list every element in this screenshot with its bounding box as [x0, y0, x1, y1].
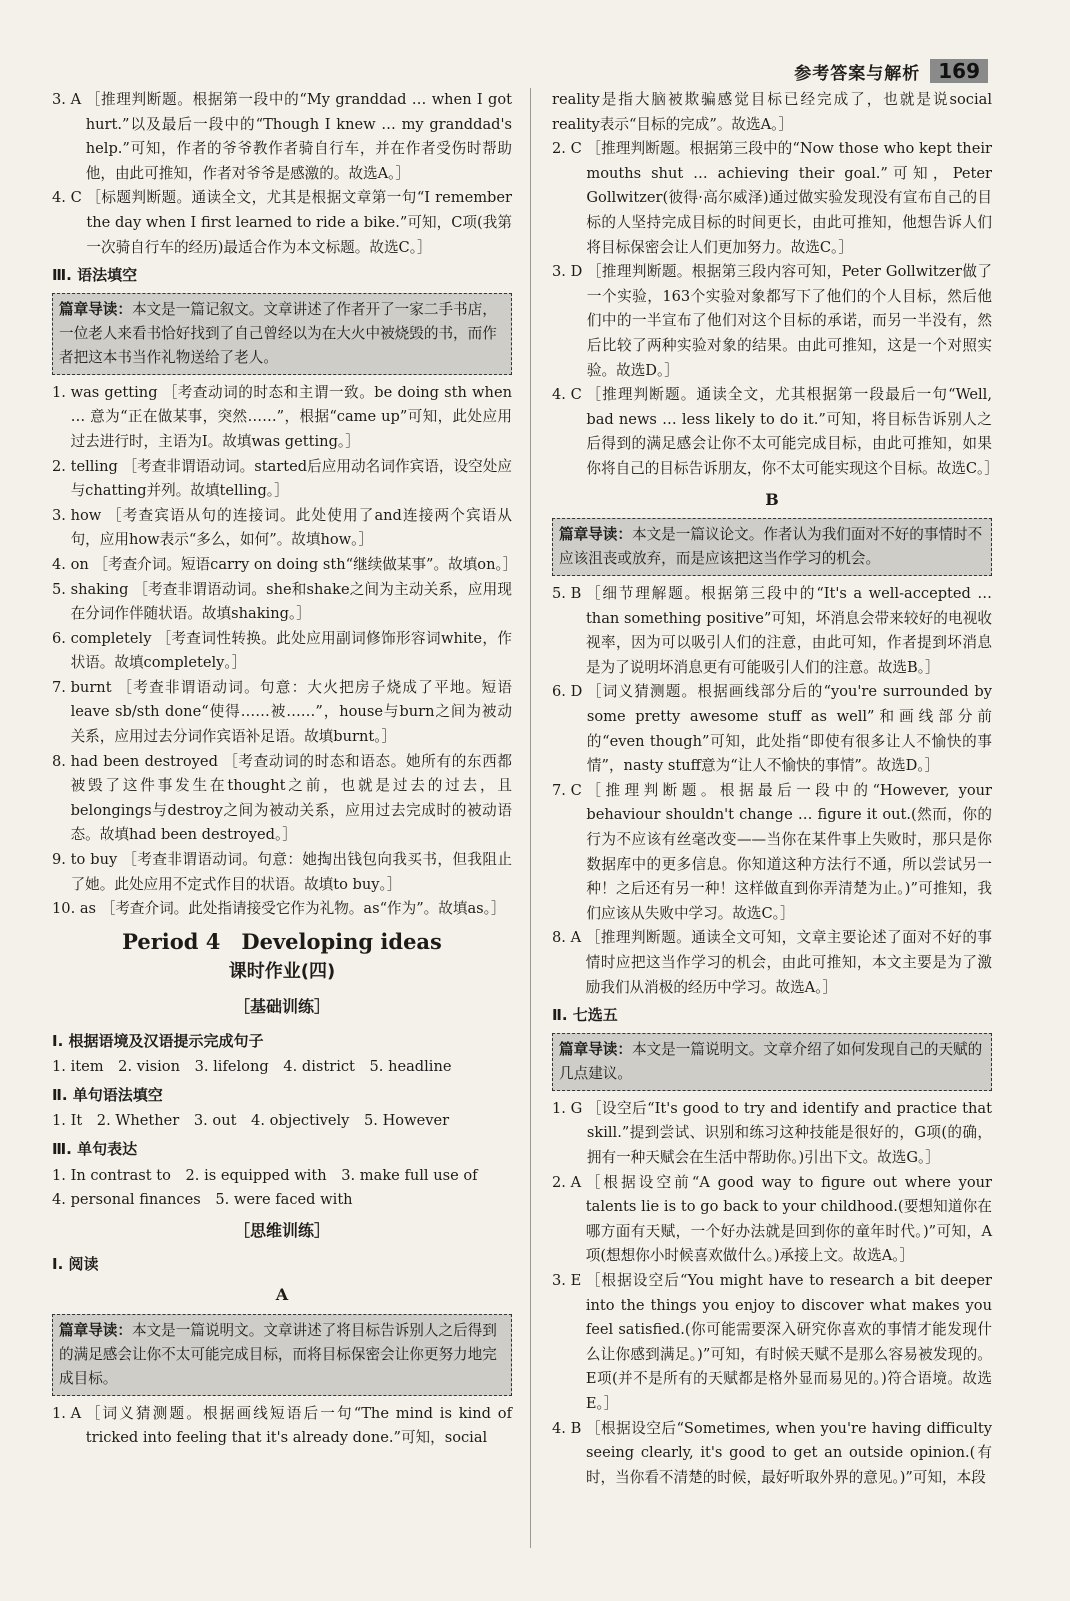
item-text: ［推理判断题。通读全文可知，文章主要论述了面对不好的事情时应把这当作学习的机会，由此可推知，本文主要是为了激励我们从消极的经历中学习。故选A。］: [585, 929, 992, 996]
item-text: ［细节理解题。根据第三段中的“It's a well-accepted … than something positive”可知，坏消息会带来较好的电视收视率，因为可以吸引人们的注意，由此可知，作者提到坏消息是为了说明坏消息更有可能吸引人们的注意。故选B。］: [585, 585, 992, 676]
answer-line: 1. item 2. vision 3. lifelong 4. district 5. headline: [52, 1058, 452, 1076]
header-title: 参考答案与解析: [794, 63, 921, 84]
answer-item: [52, 553, 518, 578]
item-text: ［设空后“It's good to try and identify and practice that skill.”提到尝试、识别和练习这种技能是很好的，G项(的确，拥有一种天赋会在生活中帮助你。)引出下文。故选G。］: [586, 1099, 992, 1166]
section-heading: Ⅰ. 阅读: [52, 1255, 99, 1274]
guide-text: 本文是一篇说明文。文章讲述了将目标告诉别人之后得到的满足感会让你不太可能完成目标，而将目标保密会让你更努力地完成目标。: [59, 1321, 497, 1387]
item-number: 5.: [52, 580, 71, 598]
passage-letter: A: [275, 1284, 289, 1304]
passage-guide: [52, 1314, 512, 1396]
period-title: Period 4 Developing ideas: [122, 928, 442, 954]
item-text: how ［考查宾语从句的连接词。此处使用了and连接两个宾语从句，应用how表示“多么，如何”。故填how。］: [70, 506, 512, 549]
answer-item: [552, 680, 992, 778]
guide-text: 本文是一篇议论文。作者认为我们面对不好的事情时不应该沮丧或放弃，而是应该把这当作学习的机会。: [559, 526, 983, 568]
section-heading: Ⅱ. 七选五: [552, 1006, 618, 1025]
item-text: ［根据设空前“A good way to figure out where your talents lie is to go back to your childhood.(要想知道你在哪方面有天赋，一个好办法就是回到你的童年时代。)”可知，A项(想想你小时候喜欢做什么。)承接上文。故选A。］: [585, 1173, 992, 1265]
section-heading: Ⅰ. 根据语境及汉语提示完成句子: [52, 1031, 264, 1050]
answer-item: [52, 848, 512, 897]
item-number: 8. A: [552, 929, 586, 947]
item-text: ［标题判断题。通读全文，尤其是根据文章第一句“I remember the day when I first learned to ride a bike.”可知，C项(我第一次骑自行车的经历)最适合作为本文标题。故选C。］: [86, 189, 512, 256]
answer-item: [52, 897, 512, 922]
answer-item: [52, 504, 512, 553]
item-text: ［推理判断题。根据第三段中的“Now those who kept their mouths shut … achieving their goal.”可知，Peter Gollwitzer(彼得·高尔威泽)通过做实验发现没有宣布自己的目标的人坚持完成目标的时间更长，由此可推知，他想告诉人们将目标保密会让人们更加努力。故选C。］: [586, 140, 992, 256]
answer-line: 1. In contrast to 2. is equipped with 3. make full use of: [52, 1166, 478, 1184]
item-text: ［推理判断题。根据第一段中的“My granddad … when I got hurt.”以及最后一段中的“Though I knew … my granddad's help.”可知，作者的爷爷教作者骑自行车，并在作者受伤时帮助他，由此可推知，作者对爷爷是感激的。故选A。］: [85, 91, 512, 182]
item-number: 7.: [52, 678, 71, 696]
answer-item: [52, 676, 512, 750]
answer-item: [552, 137, 992, 260]
item-number: 10.: [52, 900, 80, 918]
item-text: had been destroyed ［考查动词的时态和语态。她所有的东西都被毁了这件事发生在thought之前，也就是过去的过去，且belongings与destroy之间为被动关系，应用过去完成时的被动语态。故填had been destroyed。］: [70, 752, 512, 844]
guide-label: 篇章导读：: [59, 300, 132, 318]
answer-item: [52, 186, 512, 260]
answer-item: [52, 455, 512, 504]
item-number: 4. C: [52, 189, 87, 207]
item-text: ［词义猜测题。根据画线短语后一句“The mind is kind of tricked into feeling that it's already done.”可知，social: [85, 1404, 512, 1447]
column-divider: [530, 88, 531, 1548]
item-text: to buy ［考查非谓语动词。句意：她掏出钱包向我买书，但我阻止了她。此处应用不定式作目的状语。故填to buy。］: [70, 851, 512, 893]
passage-guide: [52, 293, 512, 375]
homework-title: 课时作业(四): [228, 961, 336, 983]
section-heading: Ⅲ. 语法填空: [52, 266, 138, 285]
item-number: 5. B: [552, 585, 586, 603]
guide-label: 篇章导读：: [59, 1321, 132, 1339]
right-column: [552, 88, 999, 1490]
item-text: ［词义猜测题。根据画线部分后的“you're surrounded by some pretty awesome stuff as well”和画线部分前的“even though”可知，此处指“即使有很多让人不愉快的事情”，nasty stuff意为“让人不愉快的事情”。故选D。］: [586, 683, 992, 775]
answer-item: [552, 260, 992, 383]
answer-line: 4. personal finances 5. were faced with: [52, 1191, 353, 1209]
item-number: 7. C: [552, 781, 587, 799]
item-number: 3. E: [552, 1271, 586, 1289]
item-number: 2.: [52, 457, 71, 475]
item-text: ［推理判断题。根据最后一段中的“However, your behaviour shouldn't change … figure it out.(然而，你的行为不应该有丝毫改变——当你在某件事上失败时，那只是你数据库中的更多信息。你知道这种方法行不通，所以尝试另一种！之后还有另一种！这样做直到你弄清楚为止。)”可推知，我们应该从失败中学习。故选C。］: [586, 781, 992, 922]
section-heading: Ⅲ. 单句表达: [52, 1139, 138, 1158]
answer-item: [52, 750, 512, 848]
item-text: ［根据设空后“Sometimes, when you're having difficulty seeing clearly, it's good to get an outside opinion.(有时，当你看不清楚的时候，最好听取外界的意见。)”可知，本段: [585, 1419, 992, 1486]
item-text: on ［考查介词。短语carry on doing sth“继续做某事”。故填on。］: [70, 555, 518, 573]
guide-label: 篇章导读：: [559, 526, 632, 544]
guide-text: 本文是一篇说明文。文章介绍了如何发现自己的天赋的几点建议。: [559, 1040, 983, 1082]
answer-item: [552, 383, 999, 481]
item-text: shaking ［考查非谓语动词。she和shake之间为主动关系，应用现在分词作伴随状语。故填shaking。］: [70, 580, 512, 623]
item-number: 1.: [52, 383, 71, 401]
item-number: 6.: [52, 629, 71, 647]
answer-item: [552, 582, 992, 680]
item-text: telling ［考查非谓语动词。started后应用动名词作宾语，设空处应与chatting并列。故填telling。］: [70, 457, 512, 500]
item-text: ［根据设空后“You might have to research a bit deeper into the things you enjoy to discover what makes you feel satisfied.(你可能需要深入研究你喜欢的事情才能发现什么让你感到满足。)”可知，有时候天赋不是那么容易被发现的。E项(并不是所有的天赋都是格外显而易见的。)符合语境。故选E。］: [585, 1271, 992, 1412]
page-number: 169: [930, 59, 988, 83]
passage-guide: [552, 1033, 992, 1091]
answer-item: [552, 926, 992, 1000]
item-number: 4. B: [552, 1419, 586, 1437]
page-header: [794, 58, 988, 84]
passage-guide: [552, 518, 992, 576]
item-number: 6. D: [552, 683, 587, 701]
left-column: [52, 88, 518, 1451]
item-text: ［推理判断题。通读全文，尤其根据第一段最后一句“Well, bad news … less likely to do it.”可知，将目标告诉别人之后得到的满足感会让你不太可能完成目标，由此可推知，如果你将自己的目标告诉朋友，你不太可能实现这个目标。故选C。］: [586, 386, 999, 477]
item-text: completely ［考查词性转换。此处应用副词修饰形容词white，作状语。故填completely。］: [70, 629, 512, 672]
item-number: 4.: [52, 555, 71, 573]
item-number: 3.: [52, 506, 71, 524]
answer-item: [52, 381, 512, 455]
guide-label: 篇章导读：: [559, 1040, 632, 1058]
answer-item: [52, 627, 512, 676]
answer-item: [52, 578, 512, 627]
section-heading: Ⅱ. 单句语法填空: [52, 1085, 163, 1104]
answer-item: [552, 1097, 992, 1171]
item-number: 9.: [52, 851, 71, 869]
answer-item: [552, 1417, 992, 1491]
thinking-training-label: ［思维训练］: [233, 1220, 330, 1240]
answer-item: [52, 88, 512, 186]
item-number: 2. C: [552, 140, 587, 158]
basic-training-label: ［基础训练］: [233, 997, 330, 1016]
item-number: 4. C: [552, 386, 587, 404]
continued-text: reality是指大脑被欺骗感觉目标已经完成了，也就是说social reality表示“目标的完成”。故选A。］: [552, 91, 992, 133]
item-number: 8.: [52, 752, 71, 770]
answer-item: [552, 779, 992, 927]
answer-item: [552, 1171, 992, 1269]
item-number: 3. A: [52, 91, 86, 108]
item-text: burnt ［考查非谓语动词。句意：大火把房子烧成了平地。短语leave sb/sth done“使得……被……”，house与burn之间为被动关系，应用过去分词作宾语补足语。故填burnt。］: [70, 678, 512, 746]
guide-text: 本文是一篇记叙文。文章讲述了作者开了一家二手书店，一位老人来看书恰好找到了自己曾经以为在大火中被烧毁的书，而作者把这本书当作礼物送给了老人。: [59, 300, 497, 366]
item-number: 1. A: [52, 1404, 86, 1422]
item-text: ［推理判断题。根据第三段内容可知，Peter Gollwitzer做了一个实验，163个实验对象都写下了他们的个人目标，然后他们中的一半宣布了他们对这个目标的承诺，而另一半没有，然后比较了两种实验对象的结果。由此可推知，这是一个对照实验。故选D。］: [586, 263, 992, 379]
item-number: 1. G: [552, 1099, 587, 1117]
item-text: as ［考查介词。此处指请接受它作为礼物。as“作为”。故填as。］: [79, 900, 506, 918]
passage-letter: B: [765, 489, 779, 509]
item-number: 3. D: [552, 263, 587, 281]
answer-line: 1. It 2. Whether 3. out 4. objectively 5. However: [52, 1112, 450, 1130]
answer-item: [52, 1402, 512, 1451]
item-number: 2. A: [552, 1173, 586, 1191]
answer-item: [552, 1269, 992, 1417]
item-text: was getting ［考查动词的时态和主谓一致。be doing sth when … 意为“正在做某事，突然……”，根据“came up”可知，此处应用过去进行时，主语为I。故填was getting。］: [70, 383, 512, 450]
